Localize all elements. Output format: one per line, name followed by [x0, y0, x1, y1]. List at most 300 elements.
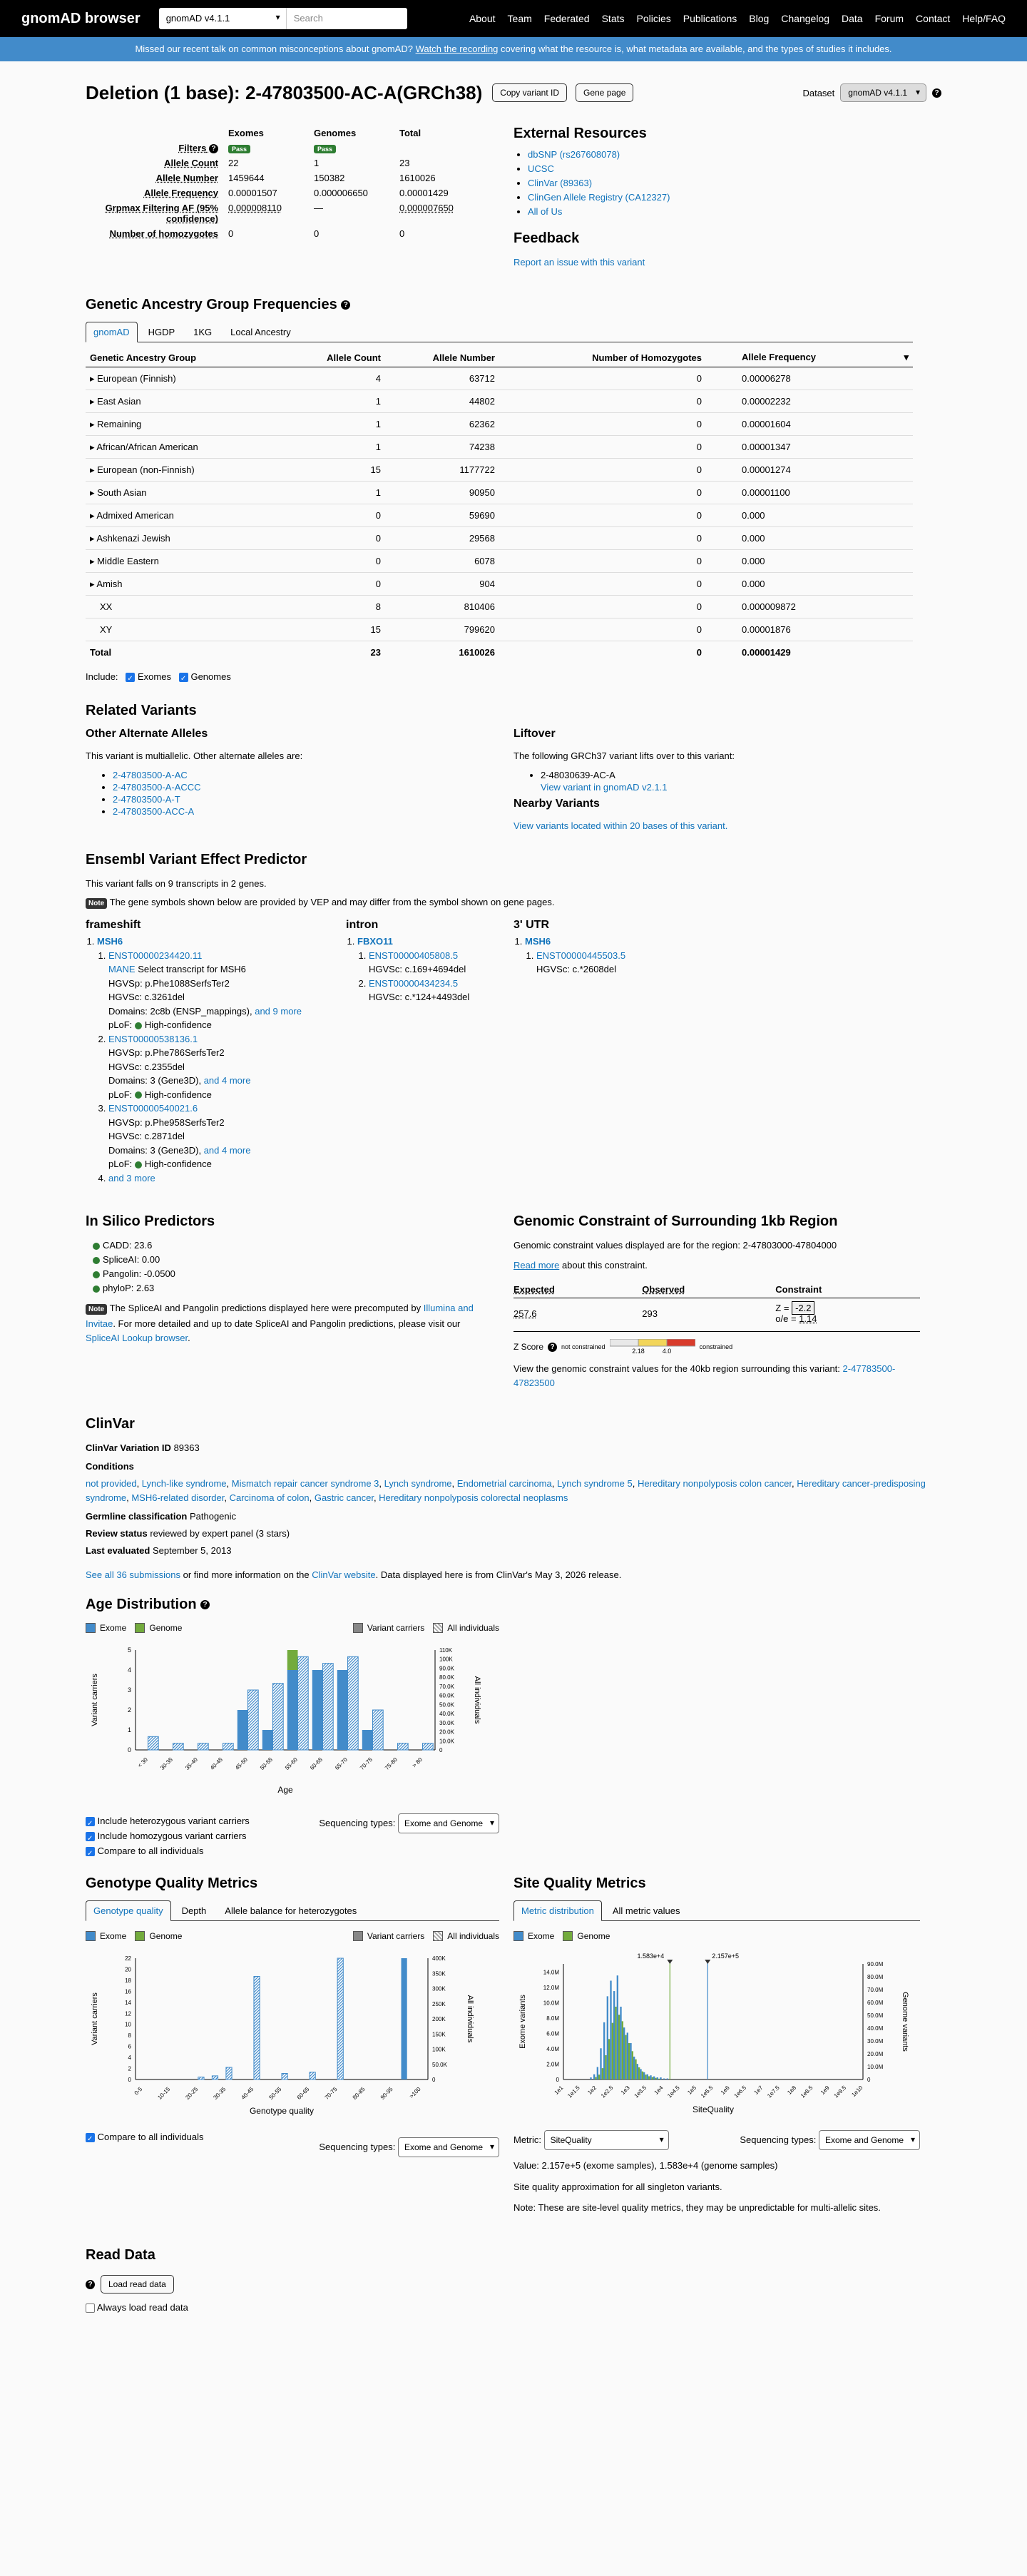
x-tick: 1e9	[819, 2084, 831, 2096]
spliceai-lookup-link[interactable]: SpliceAI Lookup browser	[86, 1333, 188, 1343]
x-axis-label: Genotype quality	[249, 2106, 315, 2116]
gene-link[interactable]: MSH6	[97, 936, 123, 947]
transcript-link[interactable]: ENST00000445503.5	[536, 950, 626, 961]
exome-bar	[237, 1710, 248, 1750]
tab-metric-distribution[interactable]: Metric distribution	[514, 1900, 602, 1921]
condition-link[interactable]: Hereditary nonpolyposis colorectal neoplasms	[379, 1492, 568, 1503]
table-row[interactable]: ▸ Remaining 1 62362 0 0.00001604	[86, 413, 913, 436]
col-header[interactable]: Allele Number	[385, 348, 499, 367]
x-tick: < 30	[136, 1756, 149, 1769]
metric-description: Site quality approximation for all singleton variants.	[514, 2182, 722, 2192]
y2-tick: 40.0M	[867, 2025, 884, 2032]
transcript-link[interactable]: ENST00000538136.1	[108, 1033, 198, 1044]
x-tick: 70-75	[359, 1756, 374, 1771]
dataset-label: Dataset	[802, 87, 835, 98]
all-individuals-bar	[398, 1743, 409, 1750]
all-individuals-bar	[348, 1656, 359, 1750]
constraint-section: Genomic Constraint of Surrounding 1kb Region Genomic constraint values displayed are for the region: 2-47803000-47804000 Read more about this constraint. Expected Observed Constraint 257.6 293 Z = -2.2 o/e = 1.14 Z Score ? not constrained 2.18 4.0 constrained View the genomic constraint values for the 40kb region surrounding this variant: 2-47783500-47823500	[514, 1213, 941, 1390]
nav-link-policies[interactable]: Policies	[636, 13, 671, 24]
table-row[interactable]: ▸ Middle Eastern 0 6078 0 0.000	[86, 550, 913, 573]
y-tick: 5	[127, 1646, 131, 1654]
condition-link[interactable]: Hereditary cancer-predisposing syndrome	[86, 1478, 926, 1503]
compare-all-checkbox[interactable]	[86, 2133, 95, 2142]
expand-icon[interactable]: ▸	[90, 578, 97, 589]
y-tick: 8	[128, 2032, 131, 2040]
x-tick: 40-45	[209, 1756, 224, 1771]
expand-icon[interactable]: ▸	[90, 464, 98, 475]
nav-link-changelog[interactable]: Changelog	[781, 13, 830, 24]
y2-tick: 110K	[439, 1647, 453, 1654]
expand-icon[interactable]: ▸	[90, 418, 98, 429]
tab-genotype-quality[interactable]: Genotype quality	[86, 1900, 171, 1921]
homozygous-checkbox[interactable]	[86, 1832, 95, 1841]
exome-bar	[660, 2077, 661, 2079]
tab-depth[interactable]: Depth	[181, 1905, 207, 1916]
genome-bar	[287, 1650, 298, 1670]
y2-tick: 30.0M	[867, 2038, 884, 2045]
genome-bar	[638, 2067, 640, 2079]
x-tick: 1e7	[752, 2084, 765, 2096]
read-more-link[interactable]: Read more	[514, 1260, 560, 1271]
side-panel	[514, 126, 941, 270]
nav-link-contact[interactable]: Contact	[916, 13, 951, 24]
tab-local-ancestry[interactable]: Local Ancestry	[230, 327, 291, 337]
exome-bar	[402, 1958, 407, 2079]
y-tick: 2.0M	[546, 2061, 559, 2068]
nearby-variants-link[interactable]: View variants located within 20 bases of this variant.	[514, 820, 728, 831]
col-header[interactable]: Allele Count	[300, 348, 385, 367]
condition-link[interactable]: Mismatch repair cancer syndrome 3	[231, 1478, 379, 1489]
y2-tick: 0	[432, 2077, 436, 2083]
x-tick: 1e5.5	[699, 2084, 715, 2099]
y-tick: 3	[127, 1686, 131, 1694]
genome-bar	[625, 2035, 626, 2079]
copy-variant-id-button[interactable]: Copy variant ID	[492, 83, 567, 102]
exome-bar	[620, 2007, 621, 2079]
all-individuals-bar	[173, 1743, 184, 1750]
col-header[interactable]: Genetic Ancestry Group	[86, 348, 300, 367]
nav-link-federated[interactable]: Federated	[543, 13, 590, 24]
genome-bar	[595, 2077, 596, 2079]
x-tick: 1e5	[686, 2084, 698, 2096]
y-tick: 10.0M	[543, 2000, 559, 2007]
y2-tick: 400K	[432, 1955, 446, 1962]
exome-bar	[610, 1980, 611, 2079]
exome-bar	[262, 1730, 273, 1750]
all-individuals-bar	[337, 1958, 343, 2079]
y2-tick: 60.0K	[439, 1692, 454, 1699]
genome-bar	[635, 2060, 636, 2079]
y-tick: 0	[556, 2077, 559, 2083]
exome-bar	[362, 1730, 373, 1750]
y-tick: 2	[128, 2065, 131, 2072]
sequencing-type-select[interactable]: Exome and Genome ▾	[819, 2130, 920, 2150]
age-title: Age Distribution ?	[86, 1597, 941, 1613]
marker-label: 2.157e+5	[712, 1953, 740, 1960]
exome-bar	[633, 2057, 635, 2079]
banner-text: Missed our recent talk on common misconceptions about gnomAD?	[135, 44, 413, 54]
x-tick: 50-55	[259, 1756, 274, 1771]
metric-value: Value: 2.157e+5 (exome samples), 1.583e+4 (genome samples)	[514, 2160, 778, 2171]
external-link[interactable]: dbSNP (rs267608078)	[528, 149, 620, 160]
x-tick: 50-55	[267, 2086, 283, 2101]
region-link[interactable]: 2-47783500-47823500	[514, 1363, 896, 1388]
y-tick: 8.0M	[546, 2015, 559, 2022]
x-axis-label: Age	[277, 1785, 293, 1795]
condition-link[interactable]: Hereditary nonpolyposis colon cancer	[637, 1478, 792, 1489]
summary-row: Number of homozygotes 0 0 0	[109, 228, 405, 240]
gene-link[interactable]: MSH6	[525, 936, 551, 947]
y2-tick: 50.0K	[439, 1701, 454, 1709]
x-tick: 1e6	[719, 2084, 731, 2096]
vep-title: Ensembl Variant Effect Predictor	[86, 851, 307, 867]
genome-bar	[622, 2021, 623, 2079]
y-tick: 0	[127, 1746, 131, 1753]
sequencing-type-select[interactable]: Exome and Genome ▾	[398, 2137, 499, 2157]
age-options: ✓ Include heterozygous variant carriers ✓ Include homozygous variant carriers ✓ Compare to all individuals Sequencing types: Exome and Genome ▾	[86, 1813, 499, 1858]
illumina-link[interactable]: Illumina and Invitae	[86, 1303, 474, 1329]
expand-icon[interactable]: ▸	[90, 532, 97, 544]
y-tick: 16	[125, 1988, 131, 1995]
zscore-legend: Z Score ? not constrained 2.18 4.0 constrained	[514, 1339, 941, 1355]
transcript-link[interactable]: ENST00000540021.6	[108, 1103, 198, 1114]
load-read-data-button[interactable]: Load read data	[101, 2275, 174, 2294]
x-tick: 55-60	[284, 1756, 299, 1771]
transcript-link[interactable]: ENST00000434234.5	[369, 977, 459, 989]
page-title: Deletion (1 base): 2-47803500-AC-A(GRCh38)	[86, 81, 483, 103]
x-tick: 1e8	[786, 2084, 798, 2096]
exome-bar	[657, 2077, 658, 2079]
transcript-link[interactable]: ENST00000234420.11	[108, 950, 203, 961]
all-individuals-bar	[298, 1656, 309, 1750]
table-row[interactable]: ▸ South Asian 1 90950 0 0.00001100	[86, 482, 913, 504]
dataset-select[interactable]: gnomAD v4.1.1 ▾	[840, 83, 926, 102]
y2-tick: 350K	[432, 1970, 446, 1977]
table-row[interactable]: ▸ European (non-Finnish) 15 1177722 0 0.00001274	[86, 459, 913, 482]
tab-hgdp[interactable]: HGDP	[148, 327, 175, 337]
site-quality-chart	[514, 1944, 920, 2122]
announcement-banner	[0, 37, 1027, 61]
exome-bar	[603, 2022, 605, 2079]
nav-link-data[interactable]: Data	[842, 13, 863, 24]
x-tick: 1e4	[653, 2084, 665, 2096]
condition-link[interactable]: Lynch syndrome	[384, 1478, 452, 1489]
exome-bar	[627, 2032, 628, 2079]
x-tick: >100	[408, 2086, 422, 2100]
metric-note: Note: These are site-level quality metrics, they may be unpredictable for multi-allelic sites.	[514, 2202, 881, 2213]
vep-consequences: frameshift 1. MSH6 1. ENST00000234420.11 MANE Select transcript for MSH6 HGVSp: p.Phe1088SerfsTer2 HGVSc: c.3261del Domains: 2c8b (ENSP_mappings), and 9 more pLoF: High-confidence 2. ENST00000538136.1 HGVSp: p.Phe786SerfsTer2 HGVSc: c.2355del Domains: 3 (Gene3D), and 4 more pLoF: High-confidence 3. ENST00000540021.6 HGVSp: p.Phe958SerfsTer2 HGVSc: c.2871del Domains: 3 (Gene3D), and 4 more pLoF: High-confidence 4. and 3 more intron 1. FBXO11 1. ENST00000405808.5 HGVSc: c.169+4694del 2. ENST00000434234.5 HGVSc: c.*124+4493del 3' UTR 1. MSH6 1. ENST00000445503.5 HGVSc: c.*2608del	[86, 918, 941, 1186]
vep-text: This variant falls on 9 transcripts in 2 genes.	[86, 877, 267, 889]
help-icon[interactable]: ?	[932, 88, 941, 98]
site-quality-section: Site Quality Metrics Metric distribution All metric values Exome Genome 0 2.0M 4.0M 6.0M 8.0M 10.0M 12.0M 14.0M 0 10.0M 20.0M 30.0M 40.0M 50.0M 60.0M 70.0M 80.0M 90.0M 1e1 1e1.5 1e2 1e2.5 1e3 1e3.5 1e4 1e4.5 1e5 1e5.5 1e6 1e6.5 1e7 1e7.5 1e8 1e8.5 1e9 1e9.5 1e10 1.583e+4 2.157e+5 Exome variants Genome variants SiteQuality Metric: SiteQuality ▾ Sequencing types: Exome and Genome ▾ Value: 2.157e+5 (exome samples), 1.583e+4 (genome samples) Site quality approximation for all singleton variants. Note: These are site-level quality metrics, they may be unpredictable for multi-allelic sites.	[514, 1875, 941, 2214]
read-data-title: Read Data	[86, 2247, 155, 2263]
predictor-item: CADD: 23.6	[93, 1238, 514, 1253]
zscore-tick: 2.18	[631, 1348, 645, 1355]
y2-tick: 0	[439, 1747, 443, 1753]
x-tick: 20-25	[184, 2086, 200, 2101]
see-all-submissions-link[interactable]: See all 36 submissions	[86, 1569, 180, 1580]
nav-link-stats[interactable]: Stats	[601, 13, 625, 24]
table-row[interactable]: ▸ Admixed American 0 59690 0 0.000	[86, 504, 913, 527]
x-axis-label: SiteQuality	[692, 2104, 735, 2114]
exome-bar	[600, 2048, 601, 2079]
y2-tick: 80.0M	[867, 1974, 884, 1980]
constraint-table: Expected Observed Constraint 257.6 293 Z = -2.2 o/e = 1.14	[514, 1281, 920, 1328]
help-icon[interactable]: ?	[548, 1343, 557, 1352]
allele-link[interactable]: 2-47803500-A-AC	[113, 769, 188, 780]
genome-bar	[645, 2074, 646, 2079]
expand-icon[interactable]: ▸	[90, 441, 97, 452]
table-row: XY 15 799620 0 0.00001876	[86, 618, 913, 641]
version-select[interactable]: gnomAD v4.1.1 ▾	[159, 8, 286, 29]
nav-link-team[interactable]: Team	[507, 13, 532, 24]
predictor-item: SpliceAI: 0.00	[93, 1253, 514, 1267]
all-individuals-bar	[223, 1743, 234, 1750]
insilico-section: In Silico Predictors CADD: 23.6 SpliceAI: 0.00 Pangolin: -0.0500 phyloP: 2.63 Note The SpliceAI and Pangolin predictions displayed here were precomputed by Illumina and Invitae. For more detailed and up to date SpliceAI and Pangolin predictions, please visit our SpliceAI Lookup browser.	[86, 1213, 514, 1390]
expand-icon[interactable]: ▸	[90, 555, 98, 566]
y-tick: 12	[125, 2010, 131, 2017]
y-tick: 18	[125, 1977, 131, 1984]
x-tick: 1e1.5	[566, 2084, 581, 2099]
banner-link[interactable]: Watch the recording	[415, 44, 499, 54]
exomes-checkbox[interactable]	[126, 673, 135, 682]
help-icon[interactable]: ?	[200, 1600, 210, 1609]
more-link[interactable]: and 4 more	[203, 1144, 251, 1156]
expand-icon[interactable]: ▸	[90, 372, 98, 384]
genotype-quality-chart	[86, 1944, 499, 2122]
exome-bar	[312, 1670, 323, 1750]
condition-link[interactable]: Lynch syndrome 5	[556, 1478, 633, 1489]
exome-bar	[643, 2072, 645, 2079]
y-tick: 14	[125, 1999, 131, 2006]
help-icon[interactable]: ?	[341, 300, 350, 310]
summary-row: Allele Frequency 0.00001507 0.000006650 0.00001429	[143, 188, 449, 199]
predictor-item: Pangolin: -0.0500	[93, 1267, 514, 1281]
genome-bar	[618, 2015, 620, 2079]
y-tick: 6.0M	[546, 2030, 559, 2037]
top-navbar	[0, 0, 1027, 37]
allele-link[interactable]: 2-47803500-A-T	[113, 793, 180, 805]
exome-bar	[630, 2043, 631, 2079]
genome-bar	[642, 2072, 643, 2079]
include-options: Include: ✓ Exomes ✓ Genomes	[86, 670, 941, 684]
clinvar-website-link[interactable]: ClinVar website	[312, 1569, 376, 1580]
table-row: XX 8 810406 0 0.000009872	[86, 596, 913, 618]
condition-link[interactable]: Lynch-like syndrome	[141, 1478, 227, 1489]
transcript-link[interactable]: ENST00000405808.5	[369, 950, 459, 961]
y-axis-label: Exome variants	[518, 1995, 527, 2049]
age-chart	[86, 1636, 499, 1807]
genome-bar	[598, 2074, 600, 2079]
more-link[interactable]: and 4 more	[203, 1075, 251, 1086]
always-load-checkbox[interactable]	[86, 2303, 95, 2313]
genome-bar	[602, 2068, 603, 2079]
condition-link[interactable]: Carcinoma of colon	[229, 1492, 310, 1503]
tab-all-metric-values[interactable]: All metric values	[612, 1905, 680, 1916]
x-tick: 30-35	[159, 1756, 174, 1771]
nav-link-publications[interactable]: Publications	[683, 13, 737, 24]
report-issue-link[interactable]: Report an issue with this variant	[514, 257, 645, 268]
x-tick: 1e9.5	[832, 2084, 848, 2099]
y-tick: 4	[127, 1666, 131, 1674]
y2-tick: 30.0K	[439, 1719, 454, 1726]
expand-icon[interactable]: ▸	[90, 509, 97, 521]
ancestry-table	[86, 348, 913, 664]
y-tick: 6	[128, 2043, 131, 2050]
metric-select[interactable]: SiteQuality ▾	[544, 2130, 669, 2150]
exome-bar	[623, 2027, 625, 2079]
y-tick: 12.0M	[543, 1984, 559, 1991]
all-individuals-bar	[198, 1743, 209, 1750]
genome-bar	[612, 2023, 613, 2079]
y2-tick: 70.0M	[867, 1987, 884, 1993]
table-row[interactable]: ▸ African/African American 1 74238 0 0.00001347	[86, 436, 913, 459]
nav-link-helpfaq[interactable]: Help/FAQ	[962, 13, 1006, 24]
genome-bar	[605, 2055, 606, 2079]
all-individuals-bar	[323, 1664, 334, 1750]
related-title: Related Variants	[86, 702, 197, 718]
y2-tick: 50.0K	[432, 2061, 447, 2068]
variant-header	[86, 78, 941, 107]
tab-gnomad[interactable]: gnomAD	[86, 322, 138, 342]
tab-1kg[interactable]: 1KG	[193, 327, 213, 337]
x-tick: 1e7.5	[766, 2084, 781, 2099]
y2-axis-label: All individuals	[473, 1676, 481, 1724]
external-link[interactable]: ClinGen Allele Registry (CA12327)	[528, 192, 670, 203]
y-axis-label: Variant carriers	[91, 1674, 99, 1726]
exome-bar	[640, 2069, 641, 2079]
table-row[interactable]: ▸ Ashkenazi Jewish 0 29568 0 0.000	[86, 527, 913, 550]
y-tick: 1	[127, 1726, 131, 1734]
y-tick: 20	[125, 1966, 131, 1973]
y-axis-label: Variant carriers	[91, 1992, 99, 2045]
y-tick: 22	[125, 1955, 131, 1962]
nav-link-about[interactable]: About	[469, 13, 496, 24]
exome-bar	[337, 1670, 348, 1750]
x-tick: 1e3.5	[633, 2084, 648, 2099]
y2-axis-label: Genome variants	[901, 1992, 909, 2052]
expand-icon[interactable]: ▸	[90, 395, 98, 407]
y2-tick: 20.0M	[867, 2051, 884, 2057]
genotype-quality-section: Genotype Quality Metrics Genotype quality Depth Allele balance for heterozygotes Exome Genome Variant carriers All individuals 0 2 4 6 8 10 12 14 16 18 20 22 0 50.0K 100K 150K 200K 250K 300K 350K 400K 0-5 10-15 20-25 30-35 40-45 50-55 60-65 70-75 80-85 90-95 >100 Variant carriers All individuals Genotype quality ✓ Compare to all individuals Sequencing types: Exome and Genome ▾	[86, 1875, 514, 2214]
marker-arrow	[667, 1960, 673, 1964]
status-badge: Pass	[314, 145, 336, 153]
search-input[interactable]: Search	[286, 8, 407, 29]
y-tick: 14.0M	[543, 1969, 559, 1976]
liftover-variant: • 2-48030639-AC-A	[541, 769, 941, 781]
x-tick: 0-5	[133, 2086, 144, 2097]
help-icon[interactable]: ?	[86, 2280, 95, 2289]
age-legend: Exome Genome Variant carriers All individuals	[86, 1623, 499, 1633]
zscore-tick: 4.0	[662, 1348, 671, 1355]
table-row[interactable]: ▸ European (Finnish) 4 63712 0 0.00006278	[86, 367, 913, 390]
nav-link-blog[interactable]: Blog	[749, 13, 770, 24]
exome-bar	[650, 2075, 651, 2079]
exome-bar	[607, 1996, 608, 2079]
expand-icon[interactable]: ▸	[90, 487, 98, 498]
exome-bar	[617, 1975, 618, 2079]
status-badge: Pass	[228, 145, 250, 153]
sequencing-type-select[interactable]: Exome and Genome ▾	[398, 1813, 499, 1833]
nav-link-forum[interactable]: Forum	[874, 13, 904, 24]
y2-tick: 90.0K	[439, 1665, 454, 1672]
x-tick: 75-80	[384, 1756, 399, 1771]
x-tick: 65-70	[334, 1756, 349, 1771]
variant-summary	[86, 126, 514, 270]
allele-link[interactable]: 2-47803500-A-ACCC	[113, 781, 201, 793]
more-transcripts-link[interactable]: and 3 more	[108, 1172, 155, 1183]
col-header[interactable]: Number of Homozygotes	[499, 348, 706, 367]
y-tick: 10	[125, 2021, 131, 2028]
allele-link[interactable]: 2-47803500-ACC-A	[113, 805, 195, 817]
summary-row: Allele Count 22 1 23	[164, 158, 410, 169]
clinvar-title: ClinVar	[86, 1416, 135, 1432]
all-individuals-bar	[212, 2076, 218, 2079]
x-tick: 1e4.5	[666, 2084, 681, 2099]
col-header[interactable]: Allele Frequency ▾	[706, 348, 913, 367]
summary-row: Allele Number 1459644 150382 1610026	[155, 173, 436, 184]
genome-bar	[652, 2077, 653, 2079]
all-individuals-bar	[198, 2077, 204, 2079]
tab-allele-balance-for-heterozygotes[interactable]: Allele balance for heterozygotes	[225, 1905, 357, 1916]
x-tick: 90-95	[379, 2086, 394, 2101]
liftover-link[interactable]: View variant in gnomAD v2.1.1	[541, 781, 668, 793]
all-individuals-bar	[254, 1977, 260, 2080]
help-icon[interactable]: ?	[209, 144, 218, 153]
other-alleles: Other Alternate Alleles This variant is multiallelic. Other alternate alleles are: • 2-47803500-A-AC • 2-47803500-A-ACCC • 2-47803500-A-T • 2-47803500-ACC-A	[86, 728, 514, 833]
external-link[interactable]: UCSC	[528, 163, 554, 174]
banner-text-2: covering what the resource is, what metadata are available, and the types of studies it includes.	[501, 44, 892, 54]
x-tick: 1e6.5	[732, 2084, 748, 2099]
exome-bar	[597, 2067, 598, 2079]
x-tick: 1e8.5	[799, 2084, 814, 2099]
genomes-checkbox[interactable]	[179, 673, 188, 682]
all-individuals-bar	[273, 1684, 284, 1750]
more-link[interactable]: and 9 more	[255, 1005, 302, 1017]
heterozygous-checkbox[interactable]	[86, 1817, 95, 1826]
read-data-controls	[86, 2275, 941, 2294]
x-tick: 35-40	[184, 1756, 199, 1771]
condition-link[interactable]: Gastric cancer	[314, 1492, 374, 1503]
summary-row: Grpmax Filtering AF (95% confidence) 0.000008110 — 0.000007650	[105, 203, 454, 225]
genome-bar	[615, 2007, 616, 2079]
all-individuals-bar	[226, 2067, 232, 2079]
gene-link[interactable]: FBXO11	[357, 936, 393, 947]
external-link[interactable]: ClinVar (89363)	[528, 178, 593, 188]
table-total-row: Total 23 1610026 0 0.00001429	[86, 641, 913, 664]
exome-bar	[590, 2077, 591, 2079]
all-individuals-bar	[423, 1743, 434, 1750]
exome-bar	[613, 1991, 615, 2079]
condition-link[interactable]: MSH6-related disorder	[131, 1492, 225, 1503]
table-row[interactable]: ▸ East Asian 1 44802 0 0.00002232	[86, 390, 913, 413]
gene-page-button[interactable]: Gene page	[576, 83, 633, 102]
all-individuals-bar	[148, 1736, 159, 1750]
external-link[interactable]: All of Us	[528, 206, 563, 217]
condition-link[interactable]: Endometrial carcinoma	[456, 1478, 552, 1489]
genome-bar	[632, 2051, 633, 2079]
brand-logo[interactable]: gnomAD browser	[21, 10, 140, 26]
y2-tick: 10.0K	[439, 1738, 454, 1745]
condition-link[interactable]: not provided	[86, 1478, 137, 1489]
table-row[interactable]: ▸ Amish 0 904 0 0.000	[86, 573, 913, 596]
y2-tick: 100K	[439, 1656, 453, 1663]
y2-tick: 70.0K	[439, 1683, 454, 1690]
external-resources-title: External Resources	[514, 126, 647, 141]
x-tick: 1e2	[586, 2084, 598, 2096]
compare-all-checkbox[interactable]	[86, 1847, 95, 1856]
ancestry-title: Genetic Ancestry Group Frequencies ?	[86, 297, 941, 313]
